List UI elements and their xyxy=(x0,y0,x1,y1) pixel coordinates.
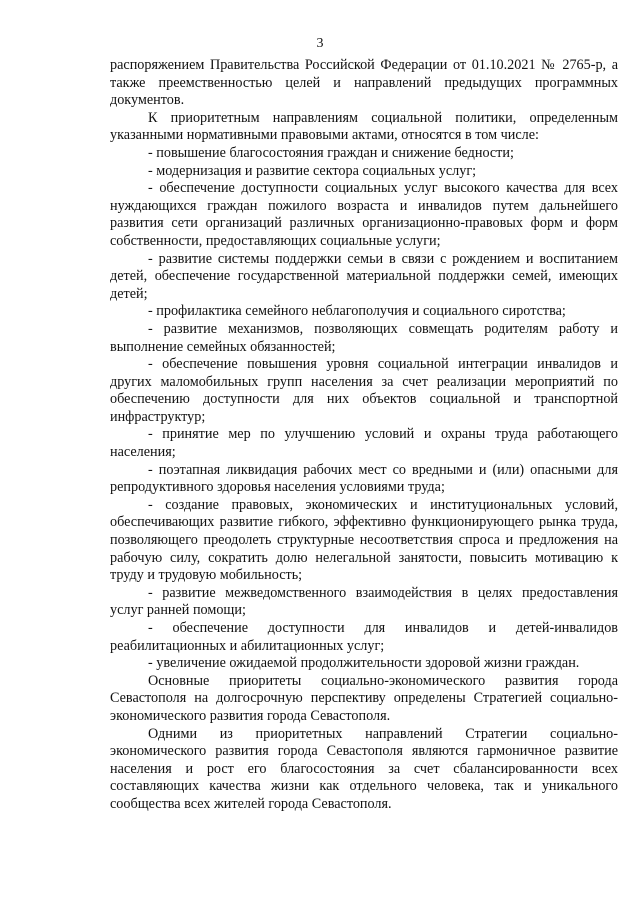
paragraph-strategy-priorities: Основные приоритеты социально-экономического развития города Севастополя на долгосрочную перспективу определены Стратегией социально-экономического развития города Севастополя. xyxy=(110,672,618,724)
paragraph-continuation: распоряжением Правительства Российской Федерации от 01.10.2021 № 2765-р, а также преемственностью целей и направлений предыдущих программных документов. xyxy=(110,57,618,109)
list-item: - развитие системы поддержки семьи в связи с рождением и воспитанием детей, обеспечение государственной материальной поддержки семей, имеющих детей; xyxy=(110,250,618,302)
paragraph-intro: К приоритетным направлениям социальной политики, определенным указанными нормативными правовыми актами, относятся в том числе: xyxy=(110,109,618,144)
page-number: 3 xyxy=(316,36,324,51)
paragraph-strategy-directions: Одними из приоритетных направлений Стратегии социально-экономического развития города Севастополя являются гармоничное развитие населения и рост его благосостояния за счет сбалансированности всех составляющих качества жизни как отдельного человека, так и уникального сообщества всех жителей города Севастополя. xyxy=(110,725,618,812)
list-item: - модернизация и развитие сектора социальных услуг; xyxy=(148,162,477,179)
list-item: - повышение благосостояния граждан и снижение бедности; xyxy=(148,144,514,161)
list-item: - обеспечение доступности для инвалидов и детей-инвалидов реабилитационных и абилитационных услуг; xyxy=(110,620,618,654)
list-item: - поэтапная ликвидация рабочих мест со вредными и (или) опасными для репродуктивного здоровья населения условиями труда; xyxy=(110,461,618,496)
list-item: - развитие механизмов, позволяющих совмещать родителям работу и выполнение семейных обязанностей; xyxy=(110,320,618,355)
document-body xyxy=(110,57,618,814)
list-item: - обеспечение повышения уровня социальной интеграции инвалидов и других маломобильных групп населения за счет реализации мероприятий по обеспечению доступности для них объектов социальной и транспортной инфраструктур; xyxy=(110,356,618,425)
list-item: - увеличение ожидаемой продолжительности здоровой жизни граждан. xyxy=(148,655,580,672)
list-item: - профилактика семейного неблагополучия и социального сиротства; xyxy=(148,303,566,320)
list-item: - принятие мер по улучшению условий и охраны труда работающего населения; xyxy=(110,426,618,461)
list-item: - обеспечение доступности социальных услуг высокого качества для всех нуждающихся граждан пожилого возраста и инвалидов путем дальнейшего развития сети организаций различных организационно-правовых форм и форм собственности, предоставляющих социальные услуги; xyxy=(110,180,618,249)
list-item: - развитие межведомственного взаимодействия в целях предоставления услуг ранней помощи; xyxy=(110,584,618,619)
list-item: - создание правовых, экономических и институциональных условий, обеспечивающих развитие гибкого, эффективно функционирующего рынка труда, позволяющего преодолеть структурные несоответствия спроса и предложения на рабочую силу, сократить долю нелегальной занятости, повысить мотивацию к труду и трудовую мобильность; xyxy=(110,496,618,584)
